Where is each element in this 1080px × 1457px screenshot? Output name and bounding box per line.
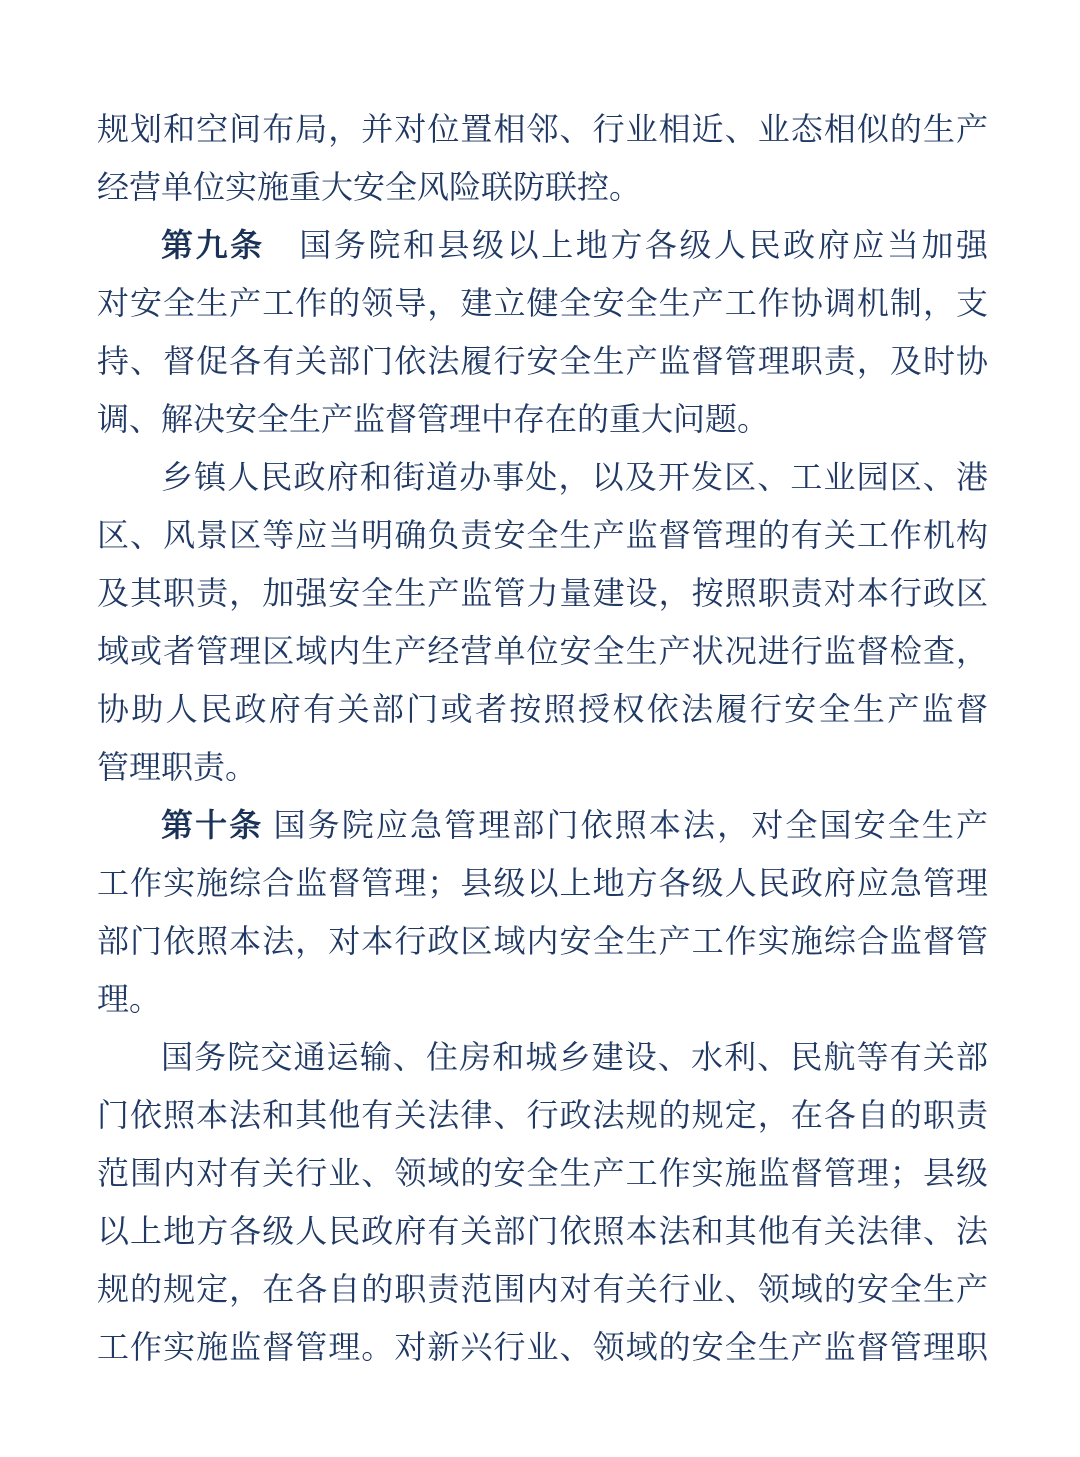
text-line [97,912,988,970]
text-segment: 部门依照本法，对本行政区域内安全生产工作实施综合监督管 [97,923,988,959]
text-segment: 国务院应急管理部门依照本法，对全国安全生产 [263,807,988,843]
text-line [97,274,988,332]
text-line [97,1318,988,1376]
text-segment: 乡镇人民政府和街道办事处，以及开发区、工业园区、港 [161,459,988,495]
text-line [97,1260,988,1318]
text-segment: 工作实施综合监督管理；县级以上地方各级人民政府应急管理 [97,865,988,901]
text-line [97,1202,988,1260]
text-segment: 门依照本法和其他有关法律、行政法规的规定，在各自的职责 [97,1097,988,1133]
text-segment: 国务院交通运输、住房和城乡建设、水利、民航等有关部 [161,1039,988,1075]
text-line [97,564,988,622]
text-line [97,796,988,854]
text-line [97,158,988,216]
article-number: 第十条 [161,807,264,843]
text-line [97,738,988,796]
article-number: 第九条 [161,227,265,263]
text-segment: 工作实施监督管理。对新兴行业、领域的安全生产监督管理职 [97,1329,988,1365]
text-segment: 管理职责。 [97,749,258,785]
text-segment: 规的规定，在各自的职责范围内对有关行业、领域的安全生产 [97,1271,988,1307]
text-line [97,332,988,390]
text-segment: 区、风景区等应当明确负责安全生产监督管理的有关工作机构 [97,517,988,553]
text-line [97,100,988,158]
text-line [97,622,988,680]
text-segment: 协助人民政府有关部门或者按照授权依法履行安全生产监督 [97,691,988,727]
text-line [97,854,988,912]
text-segment: 调、解决安全生产监督管理中存在的重大问题。 [97,401,770,437]
text-segment: 理。 [97,981,162,1017]
text-line [97,1028,988,1086]
text-line [97,1086,988,1144]
text-line [97,970,988,1028]
text-segment: 经营单位实施重大安全风险联防联控。 [97,169,642,205]
text-segment: 范围内对有关行业、领域的安全生产工作实施监督管理；县级 [97,1155,988,1191]
text-line [97,448,988,506]
text-segment: 以上地方各级人民政府有关部门依照本法和其他有关法律、法 [97,1213,988,1249]
text-line [97,1144,988,1202]
text-segment: 及其职责，加强安全生产监管力量建设，按照职责对本行政区 [97,575,988,611]
text-segment: 对安全生产工作的领导，建立健全安全生产工作协调机制，支 [97,285,988,321]
text-segment: 持、督促各有关部门依法履行安全生产监督管理职责，及时协 [97,343,988,379]
text-segment: 域或者管理区域内生产经营单位安全生产状况进行监督检查， [97,633,988,669]
text-line [97,680,988,738]
text-column [97,100,988,1376]
text-segment: 国务院和县级以上地方各级人民政府应当加强 [264,227,988,263]
text-line [97,390,988,448]
text-line [97,216,988,274]
text-segment: 规划和空间布局，并对位置相邻、行业相近、业态相似的生产 [97,111,988,147]
text-line [97,506,988,564]
